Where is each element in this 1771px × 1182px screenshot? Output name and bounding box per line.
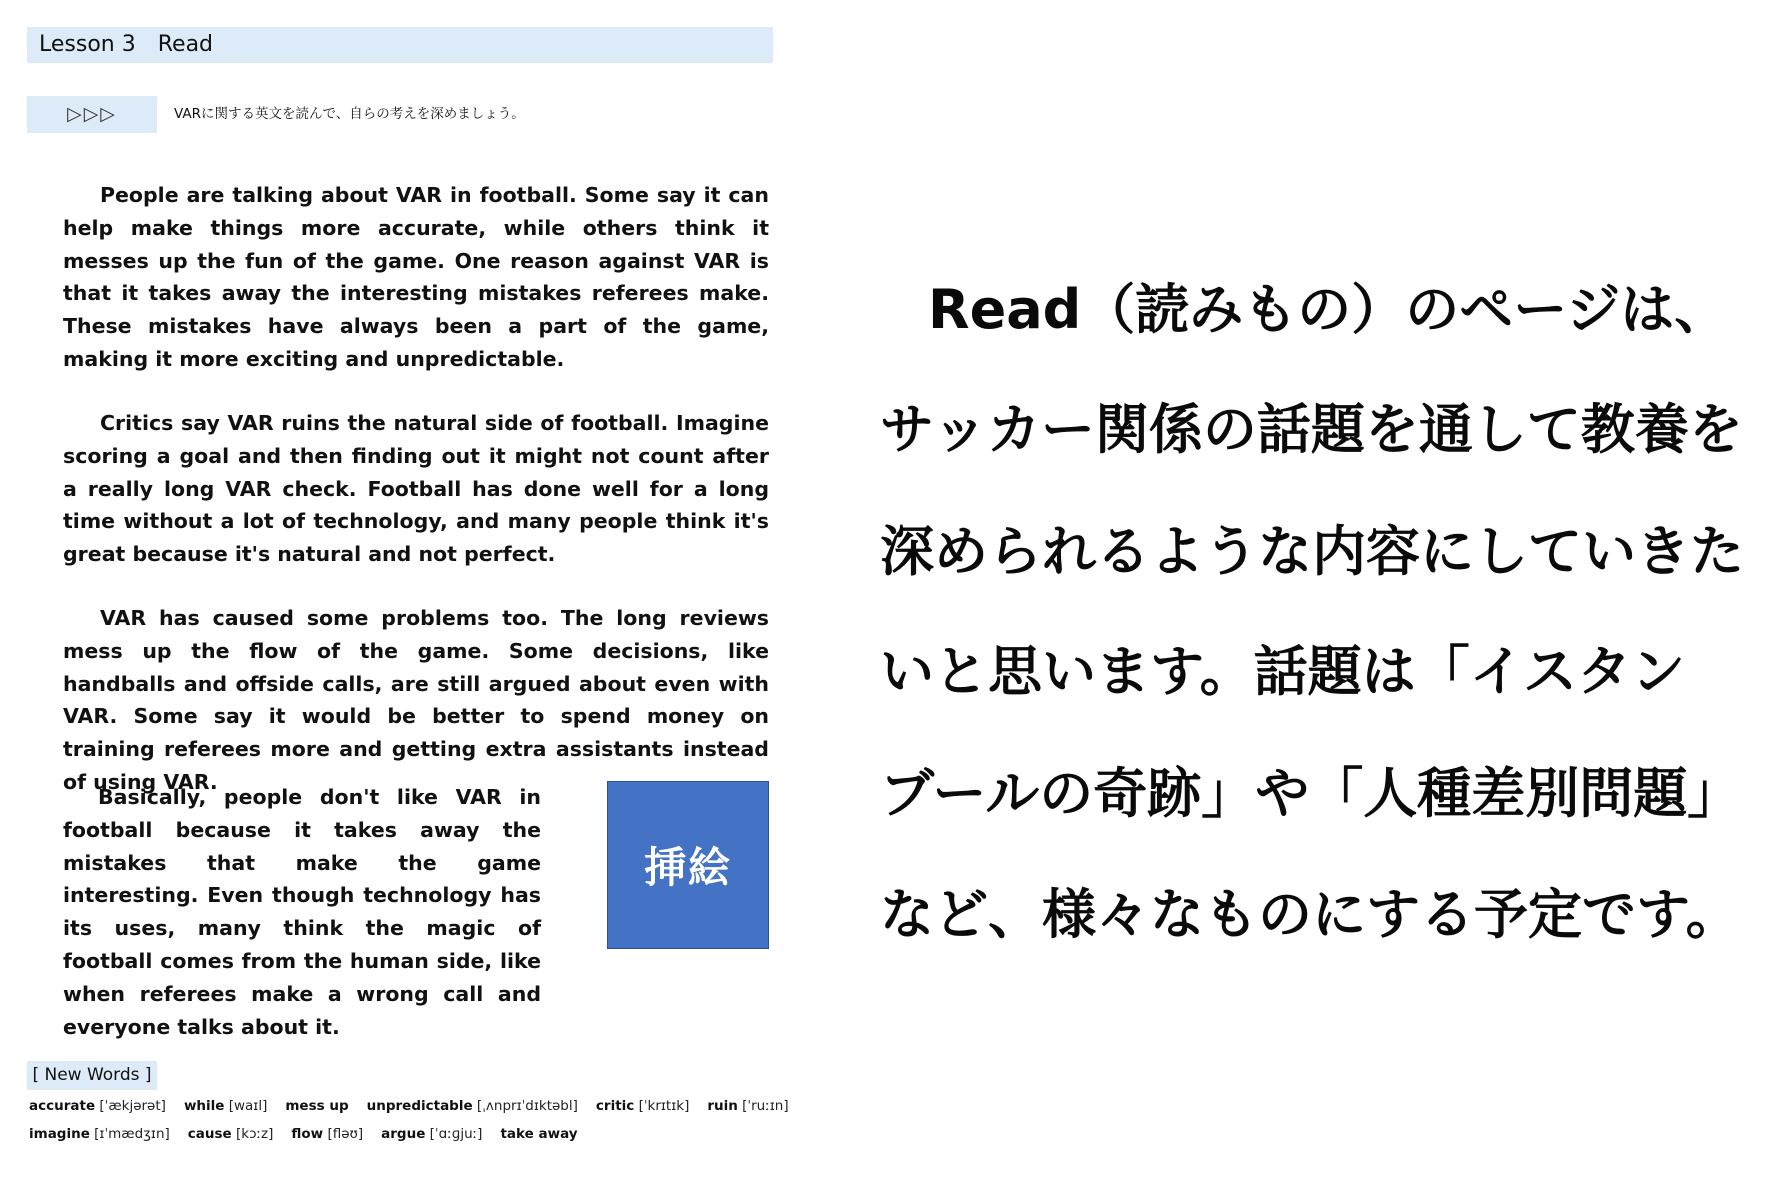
commentary-line-2: サッカー関係の話題を通して教養を [880, 398, 1743, 461]
commentary-line-5: ブールの奇跡」や「人種差別問題」 [880, 762, 1742, 825]
new-word: cause [187, 1126, 232, 1142]
commentary-line-4: いと思います。話題は「イスタン [880, 640, 1686, 703]
new-word-pronunciation: [ɪˈmædʒɪn] [89, 1126, 170, 1142]
instruction-text: VARに関する英文を読んで、自らの考えを深めましょう。 [174, 106, 525, 122]
new-word-pronunciation: [waɪl] [224, 1098, 268, 1114]
commentary-line-1: Read（読みもの）のページは、 [928, 278, 1729, 341]
new-word-item [29, 1098, 166, 1114]
new-word: ruin [707, 1098, 738, 1114]
new-word: while [183, 1098, 225, 1114]
illustration-label: 挿絵 [643, 843, 732, 892]
new-word-item [291, 1126, 363, 1142]
new-word-pronunciation: [ˈækjərət] [95, 1098, 166, 1114]
new-word: unpredictable [366, 1098, 473, 1114]
new-word-pronunciation: [ˈɑːɡjuː] [425, 1126, 483, 1142]
illustration-placeholder [607, 781, 769, 949]
new-word-item [500, 1126, 577, 1142]
new-word-pronunciation: [fləʊ] [323, 1126, 364, 1142]
new-word: imagine [29, 1126, 90, 1142]
section-label: Read [157, 32, 214, 57]
new-word-pronunciation: [ˌʌnprɪˈdɪktəbl] [472, 1098, 578, 1114]
new-word-item [188, 1126, 274, 1142]
new-word-item [29, 1126, 170, 1142]
reading-paragraph-3: VAR has caused some problems too. The long reviews mess up the flow of the game. Some decisions, like handballs and offside calls, are still argued about even with VAR. Some say it would be better to spend money on training referees more and getting extra assistants instead of using VAR. [63, 606, 769, 794]
new-word-item [707, 1098, 788, 1114]
new-words-row-1 [29, 1096, 807, 1116]
reading-paragraph-2: Critics say VAR ruins the natural side of football. Imagine scoring a goal and then finding out it might not count after a really long VAR check. Football has done well for a long time without a lot of technology, and many people think it's great because it's natural and not perfect. [63, 411, 769, 567]
new-word: accurate [29, 1098, 96, 1114]
new-word-item [285, 1098, 348, 1114]
lesson-header-bar [27, 27, 773, 63]
new-word-item [367, 1098, 578, 1114]
new-words-row-2 [29, 1124, 596, 1144]
new-word: flow [291, 1126, 324, 1142]
reading-paragraph-4: Basically, people don't like VAR in football because it takes away the mistakes that make the game interesting. Even though technology has its uses, many think the magic of football comes from the human side, like when referees make a wrong call and everyone talks about it. [63, 785, 541, 1039]
new-word-item [184, 1098, 267, 1114]
reading-paragraph-1: People are talking about VAR in football. Some say it can help make things more accurate, while others think it messes up the fun of the game. One reason against VAR is that it takes away the interesting mistakes referees make. These mistakes have always been a part of the game, making it more exciting and unpredictable. [63, 183, 769, 371]
new-word: mess up [285, 1098, 349, 1114]
commentary-line-3: 深められるような内容にしていきた [880, 520, 1744, 583]
new-word: take away [500, 1126, 578, 1142]
new-word-pronunciation: [ˈkrɪtɪk] [634, 1098, 690, 1114]
lesson-label: Lesson 3 [39, 32, 136, 57]
new-word-item [381, 1126, 482, 1142]
new-word: argue [381, 1126, 426, 1142]
new-words-header: [ New Words ] [27, 1061, 157, 1090]
new-word-pronunciation: [kɔːz] [231, 1126, 274, 1142]
new-word: critic [595, 1098, 635, 1114]
commentary-line-6: など、様々なものにする予定です。 [880, 883, 1740, 946]
new-word-item [596, 1098, 689, 1114]
instruction-marker: ▷▷▷ [27, 96, 157, 133]
new-word-pronunciation: [ˈruːɪn] [737, 1098, 789, 1114]
